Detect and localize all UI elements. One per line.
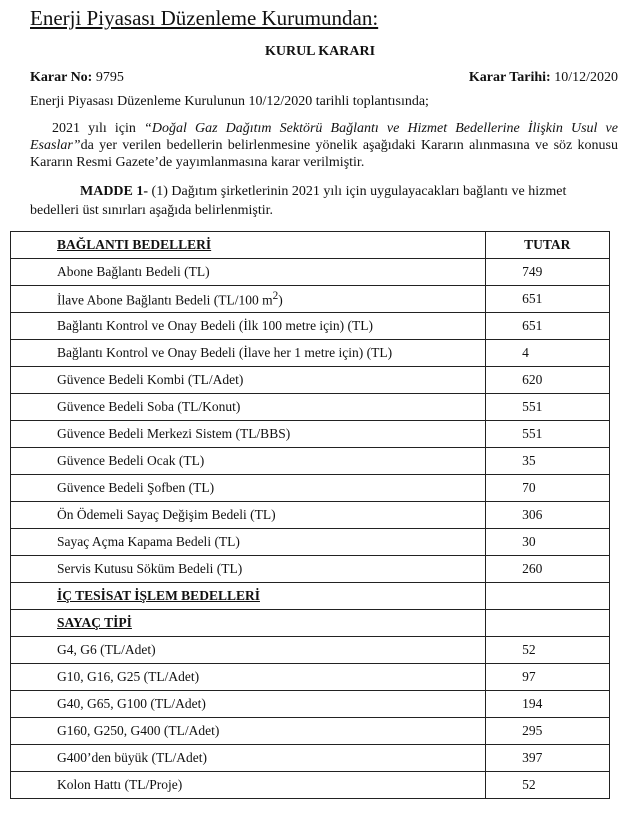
document-title: KURUL KARARI — [264, 44, 376, 59]
table-row — [11, 637, 610, 664]
decision-paragraph — [30, 120, 618, 171]
fee-name: Güvence Bedeli Kombi (TL/Adet) — [11, 367, 486, 394]
fee-name: G4, G6 (TL/Adet) — [11, 637, 486, 664]
fee-value: 749 — [486, 259, 610, 286]
fee-name: Sayaç Açma Kapama Bedeli (TL) — [11, 529, 486, 556]
table-row — [11, 340, 610, 367]
table-row — [11, 529, 610, 556]
table-row — [11, 691, 610, 718]
fee-value: 260 — [486, 556, 610, 583]
table-row — [11, 502, 610, 529]
decision-paragraph-start: 2021 yılı için — [52, 121, 145, 136]
decision-number — [30, 70, 124, 86]
fee-name: Bağlantı Kontrol ve Onay Bedeli (İlk 100 metre için) (TL) — [11, 313, 486, 340]
organization-heading: Enerji Piyasası Düzenleme Kurumundan: — [30, 6, 379, 30]
fee-value: 295 — [486, 718, 610, 745]
decision-date-value: 10/12/2020 — [554, 70, 618, 85]
table-row — [11, 394, 610, 421]
fee-value: 620 — [486, 367, 610, 394]
fee-value: 651 — [486, 286, 610, 313]
meeting-line: Enerji Piyasası Düzenleme Kurulunun 10/12/2020 tarihli toplantısında; — [30, 94, 429, 109]
fee-value: 551 — [486, 421, 610, 448]
decision-date-label: Karar Tarihi: — [468, 70, 551, 85]
table-row — [11, 286, 610, 313]
fee-name: G40, G65, G100 (TL/Adet) — [11, 691, 486, 718]
table-row — [11, 556, 610, 583]
fee-value: 52 — [486, 637, 610, 664]
fee-value: 551 — [486, 394, 610, 421]
fee-value: 97 — [486, 664, 610, 691]
decision-number-label: Karar No: — [30, 70, 93, 85]
article-paragraph — [30, 182, 618, 220]
fee-value: 52 — [486, 772, 610, 799]
fee-name: Servis Kutusu Söküm Bedeli (TL) — [11, 556, 486, 583]
section-heading: SAYAÇ TİPİ — [11, 610, 486, 637]
fee-name: İlave Abone Bağlantı Bedeli (TL/100 $m^2$) — [11, 286, 486, 313]
fee-name: Güvence Bedeli Şofben (TL) — [11, 475, 486, 502]
fee-name: G10, G16, G25 (TL/Adet) — [11, 664, 486, 691]
fee-value: 194 — [486, 691, 610, 718]
header-cell-value: TUTAR — [486, 232, 610, 259]
table-row — [11, 475, 610, 502]
decision-date — [469, 70, 618, 86]
fee-name: Güvence Bedeli Merkezi Sistem (TL/BBS) — [11, 421, 486, 448]
table-row — [11, 448, 610, 475]
decision-number-value: 9795 — [95, 70, 124, 85]
fee-name: Güvence Bedeli Ocak (TL) — [11, 448, 486, 475]
table-row — [11, 313, 610, 340]
fee-value: 30 — [486, 529, 610, 556]
decision-paragraph-end: da yer verilen bedellerin belirlenmesine yönelik aşağıdaki Kararın alınmasına ve söz konusu Kararın Resmi Gazete’de yayımlanmasına karar verilmiştir. — [30, 138, 618, 170]
section-row-meter-type — [11, 610, 610, 637]
fees-table — [10, 231, 610, 799]
fee-value: 397 — [486, 745, 610, 772]
fee-value: 4 — [486, 340, 610, 367]
fee-value: 651 — [486, 313, 610, 340]
empty-cell — [486, 583, 610, 610]
fee-name: Ön Ödemeli Sayaç Değişim Bedeli (TL) — [11, 502, 486, 529]
table-row — [11, 421, 610, 448]
fee-name: Kolon Hattı (TL/Proje) — [11, 772, 486, 799]
fee-name: G400’den büyük (TL/Adet) — [11, 745, 486, 772]
fee-value: 306 — [486, 502, 610, 529]
table-row — [11, 772, 610, 799]
empty-cell — [486, 610, 610, 637]
fee-name: Bağlantı Kontrol ve Onay Bedeli (İlave her 1 metre için) (TL) — [11, 340, 486, 367]
table-row — [11, 664, 610, 691]
table-row — [11, 745, 610, 772]
fee-name: Abone Bağlantı Bedeli (TL) — [11, 259, 486, 286]
regulation-title: “Doğal Gaz Dağıtım Sektörü Bağlantı ve Hizmet Bedellerine İlişkin Usul ve Esaslar” — [30, 121, 618, 153]
article-label: MADDE 1- — [80, 184, 149, 199]
table-row — [11, 367, 610, 394]
fee-value: 70 — [486, 475, 610, 502]
article-text: (1) Dağıtım şirketlerinin 2021 yılı için uygulayacakları bağlantı ve hizmet bedelleri üst sınırları aşağıda belirlenmiştir. — [30, 184, 567, 218]
table-header-row — [11, 232, 610, 259]
table-row — [11, 259, 610, 286]
table-row — [11, 718, 610, 745]
header-cell-name: BAĞLANTI BEDELLERİ — [11, 232, 486, 259]
fee-value: 35 — [486, 448, 610, 475]
fee-name: Güvence Bedeli Soba (TL/Konut) — [11, 394, 486, 421]
fee-name: G160, G250, G400 (TL/Adet) — [11, 718, 486, 745]
section-row-internal-installation — [11, 583, 610, 610]
section-heading: İÇ TESİSAT İŞLEM BEDELLERİ — [11, 583, 486, 610]
